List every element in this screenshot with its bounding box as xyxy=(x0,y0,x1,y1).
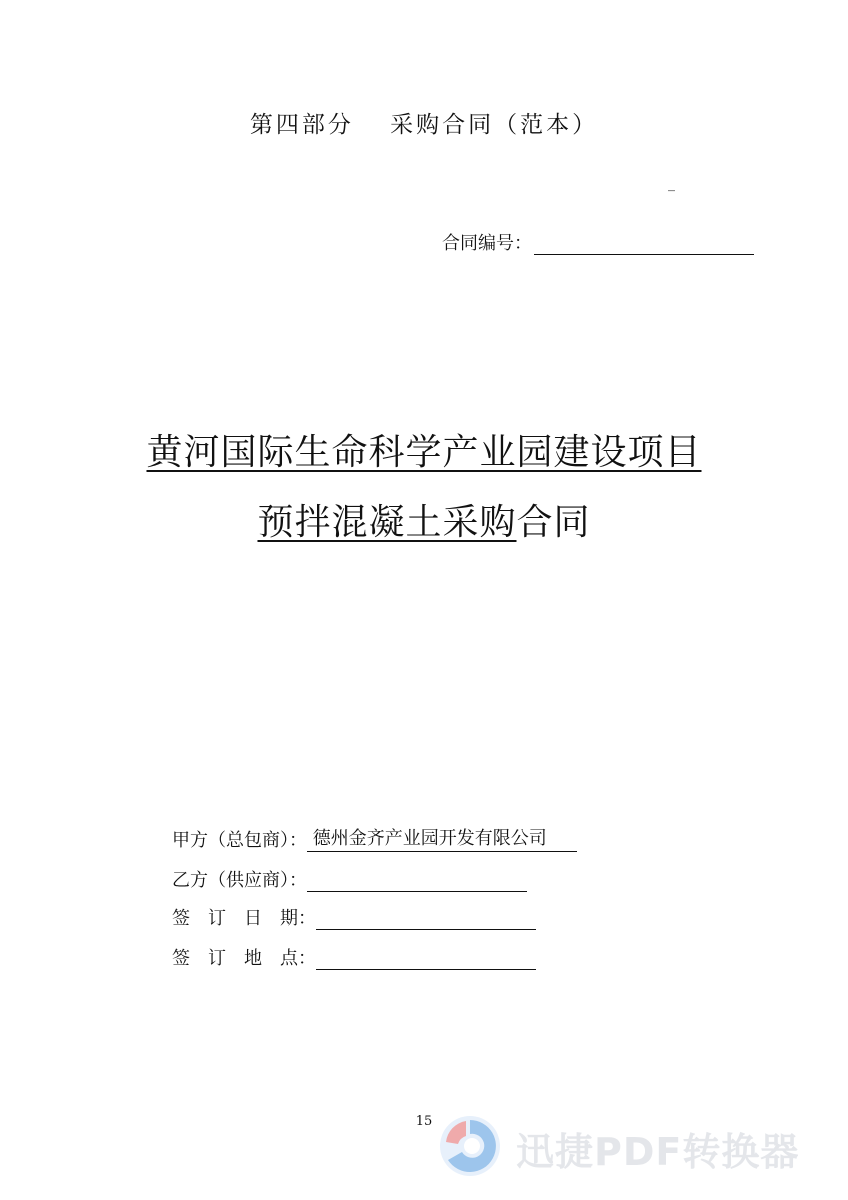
sign-date-blank xyxy=(316,907,536,930)
page-number: 15 xyxy=(415,1114,433,1129)
xunjie-logo-icon xyxy=(436,1112,504,1184)
contract-number-label: 合同编号： xyxy=(442,233,532,254)
party-b-row xyxy=(172,866,527,892)
watermark-text: 迅捷PDF转换器 xyxy=(516,1129,800,1174)
document-title-line-2 xyxy=(0,494,848,545)
sign-place-row xyxy=(172,944,536,970)
contract-number-blank xyxy=(534,234,754,255)
watermark xyxy=(436,1112,799,1184)
sign-place-blank xyxy=(316,947,536,970)
sign-date-label: 签 订 日 期： xyxy=(172,908,316,929)
party-b-label: 乙方（供应商）： xyxy=(172,870,307,891)
title-rest: 合同 xyxy=(516,502,591,543)
part-title: 第四部分 采购合同（范本） xyxy=(249,112,599,138)
party-b-blank xyxy=(307,869,527,892)
party-a-row xyxy=(172,826,577,852)
contract-number-row xyxy=(442,229,754,255)
party-a-value: 德州金齐产业园开发有限公司 xyxy=(307,829,577,852)
title-underlined-part: 预拌混凝土采购 xyxy=(257,502,517,543)
document-title-line-1: 黄河国际生命科学产业园建设项目 xyxy=(146,432,702,473)
stray-dash: _ xyxy=(668,176,675,192)
party-a-label: 甲方（总包商）： xyxy=(172,830,307,851)
sign-place-label: 签 订 地 点： xyxy=(172,948,316,969)
sign-date-row xyxy=(172,904,536,930)
